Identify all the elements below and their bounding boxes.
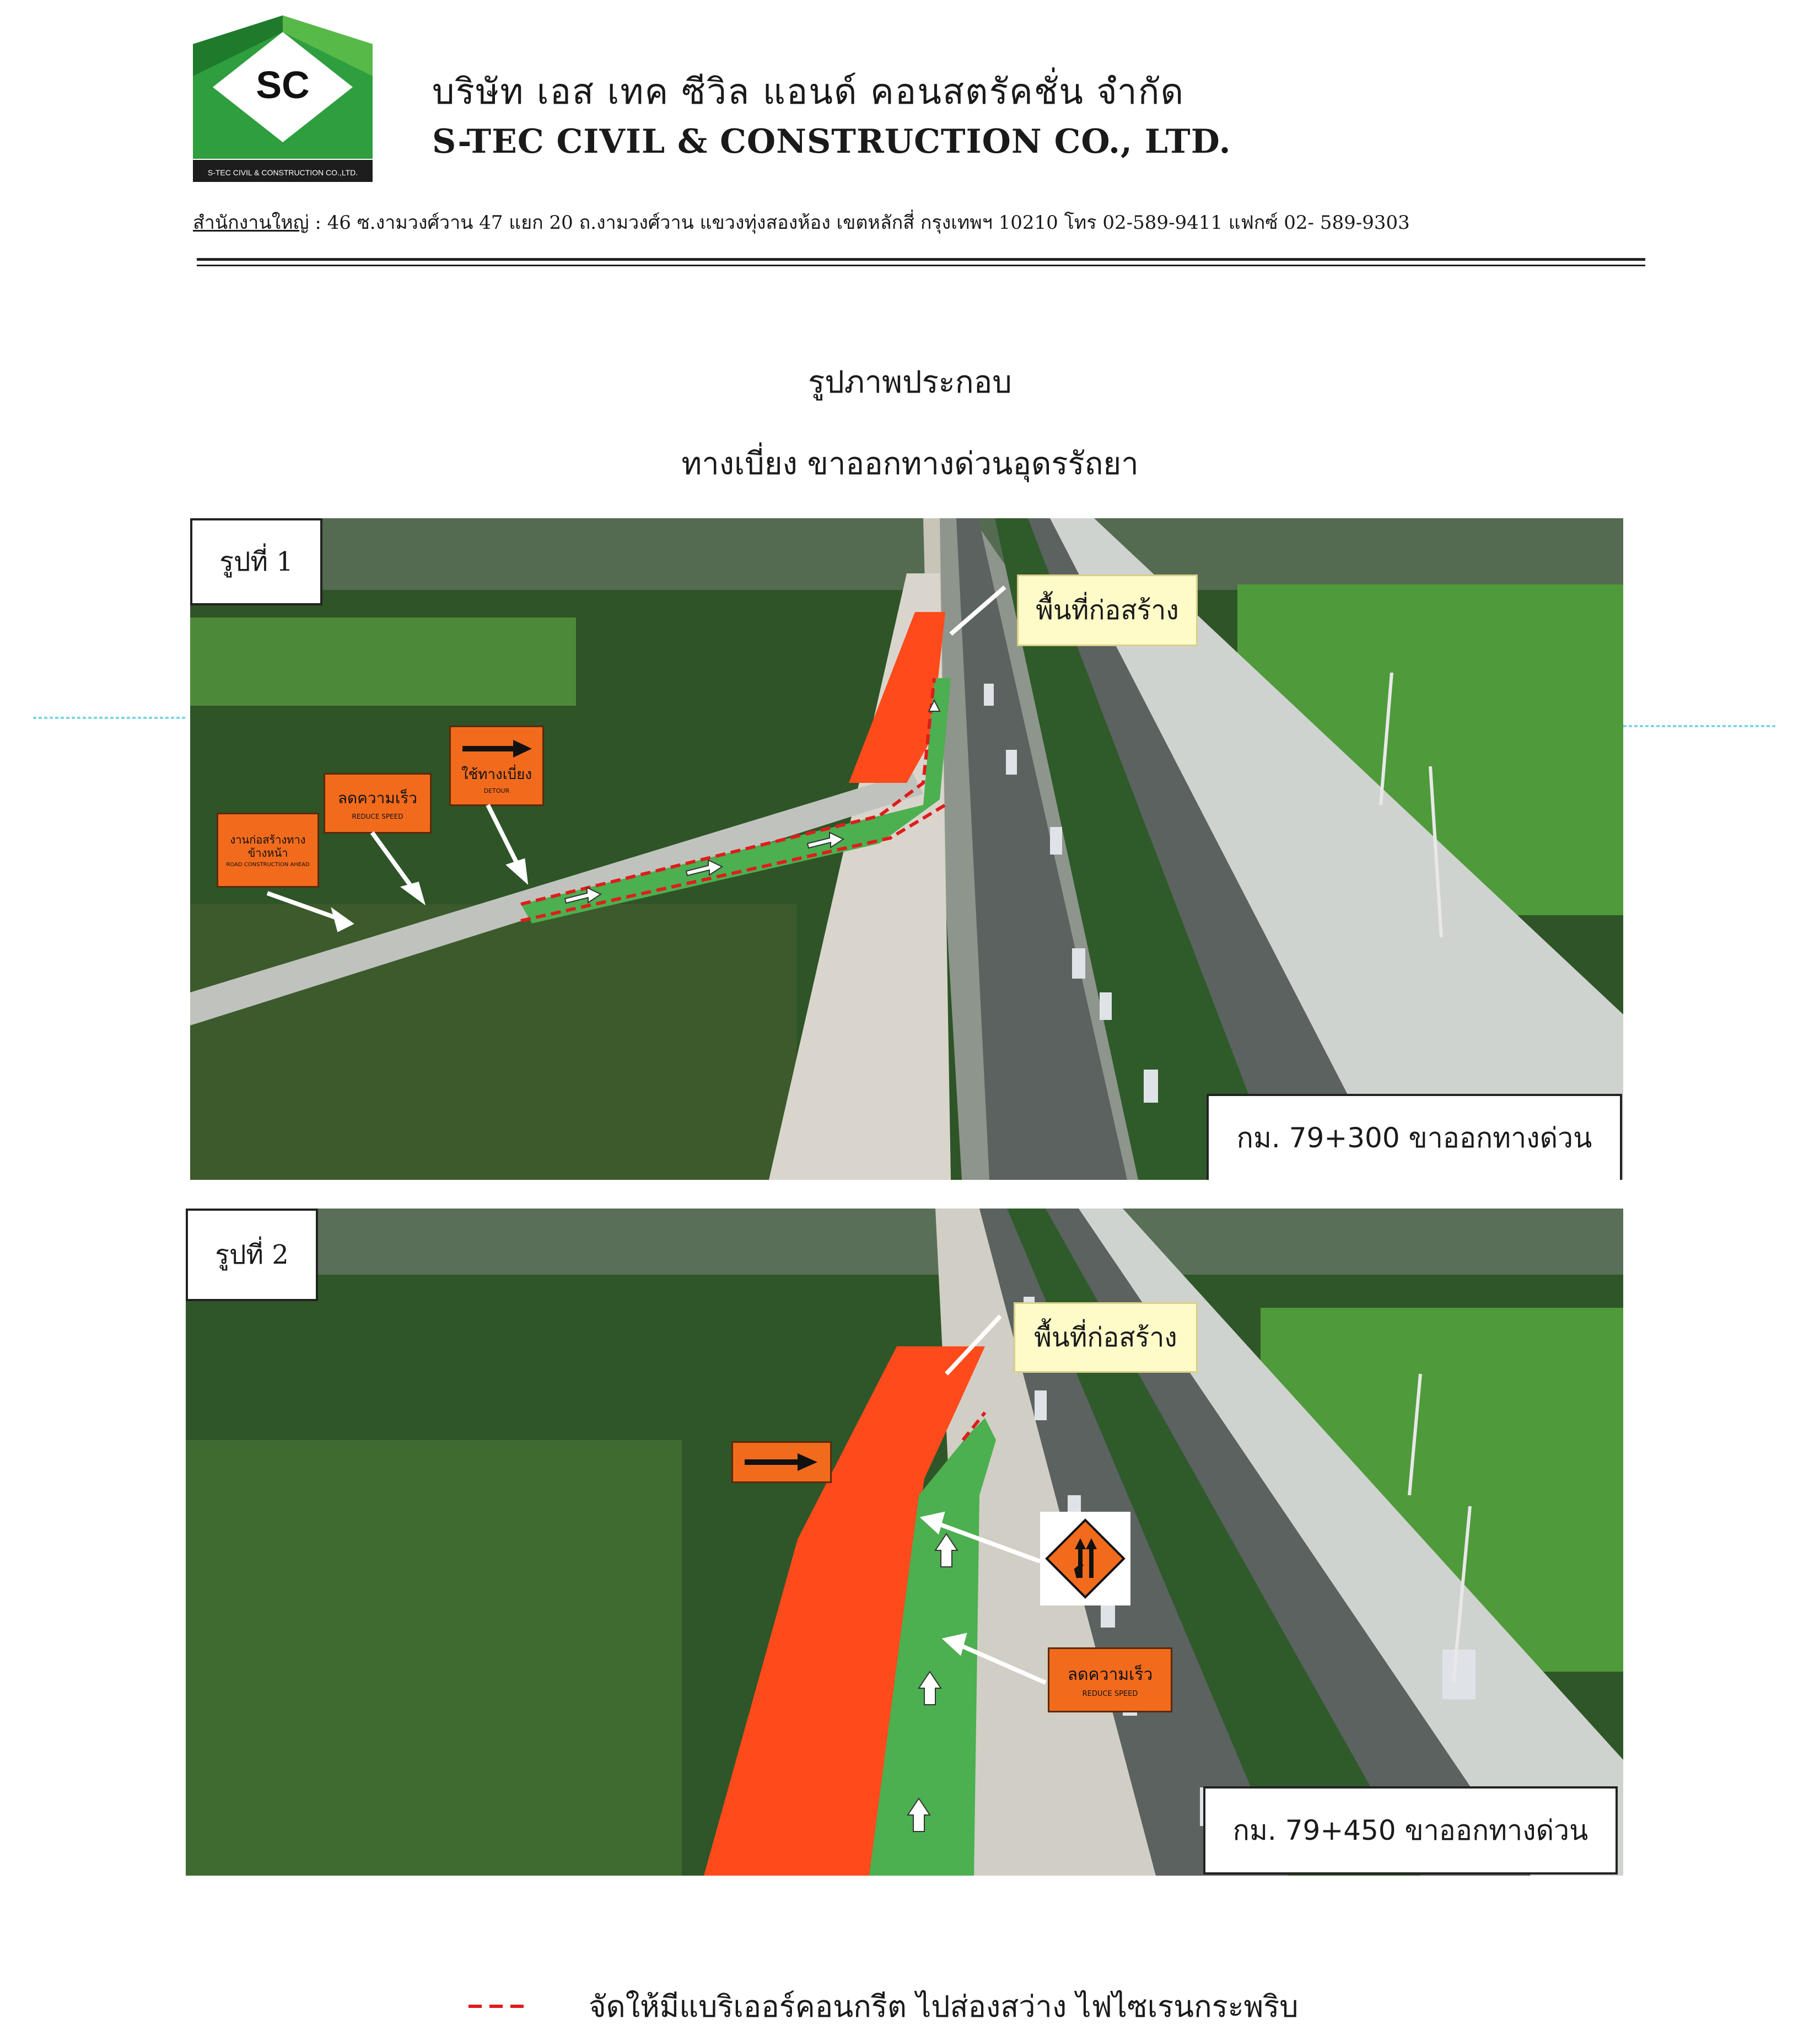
figure-label: รูปที่ 2 xyxy=(186,1209,318,1301)
sign-text-english: REDUCE SPEED xyxy=(1082,1690,1138,1698)
aerial-photo-2 xyxy=(186,1209,1623,1876)
document-title: รูปภาพประกอบ xyxy=(808,364,1012,400)
logo-subtext: S-TEC CIVIL & CONSTRUCTION CO.,LTD. xyxy=(207,168,358,177)
km-marker-label: กม. 79+450 ขาออกทางด่วน xyxy=(1203,1786,1618,1875)
document-subtitle: ทางเบี่ยง ขาออกทางด่วนอุดรรัถยา xyxy=(681,446,1139,482)
head-office-address xyxy=(193,207,1410,237)
scan-artifact-line xyxy=(1623,725,1778,727)
company-name-thai: บริษัท เอส เทค ซีวิล แอนด์ คอนสตรัคชั่น จำกัด xyxy=(432,72,1185,112)
header-divider-thin xyxy=(197,265,1645,266)
sign-text-thai: งานก่อสร้างทาง ข้างหน้า xyxy=(230,833,306,860)
sign-text-english: REDUCE SPEED xyxy=(352,813,403,820)
construction-area-callout: พื้นที่ก่อสร้าง xyxy=(1017,574,1198,646)
company-logo xyxy=(193,15,373,184)
company-name-english: S-TEC CIVIL & CONSTRUCTION CO., LTD. xyxy=(432,122,1231,161)
address-label: สำนักงานใหญ่ xyxy=(193,212,309,234)
sign-pointer-arrows xyxy=(186,1209,1623,1876)
sign-text-english: DETOUR xyxy=(483,787,510,794)
sign-text-thai: ลดความเร็ว xyxy=(1067,1665,1153,1684)
scan-artifact-line xyxy=(33,717,187,719)
sign-text-thai: ใช้ทางเบี่ยง xyxy=(461,766,532,783)
sign-text-thai: ลดความเร็ว xyxy=(337,789,418,807)
header-divider xyxy=(197,258,1645,261)
aerial-photo-1 xyxy=(190,518,1623,1180)
logo-text: SC xyxy=(256,63,310,106)
figure-label: รูปที่ 1 xyxy=(190,518,322,605)
red-dashed-line-legend-symbol xyxy=(469,2005,524,2008)
sign-text-english: ROAD CONSTRUCTION AHEAD xyxy=(226,861,310,868)
sign-pointer-arrows xyxy=(190,518,1623,1180)
legend-note: จัดให้มีแบริเออร์คอนกรีต ไปส่องสว่าง ไฟไซเรนกระพริบ xyxy=(589,1989,1299,2024)
km-marker-label: กม. 79+300 ขาออกทางด่วน xyxy=(1207,1094,1622,1180)
construction-area-callout: พื้นที่ก่อสร้าง xyxy=(1014,1302,1198,1373)
address-text: : 46 ซ.งามวงศ์วาน 47 แยก 20 ถ.งามวงศ์วาน แขวงทุ่งสองห้อง เขตหลักสี่ กรุงเทพฯ 10210 โทร 02-589-9411 แฟกซ์ 02- 589-9303 xyxy=(309,212,1410,234)
